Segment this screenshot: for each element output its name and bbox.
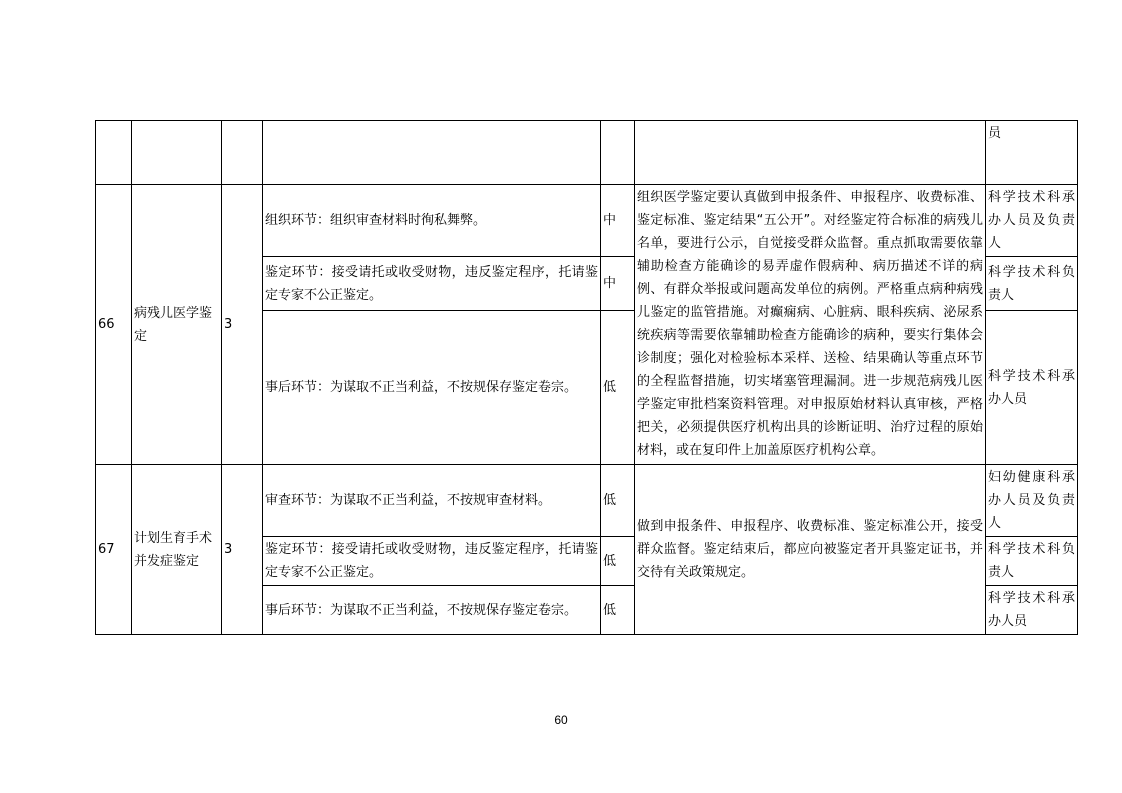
risk-point: 审查环节：为谋取不正当利益，不按规审查材料。 xyxy=(263,465,601,537)
responsible-cell: 科学技术科承办人员 xyxy=(986,586,1078,635)
risk-point: 鉴定环节：接受请托或收受财物，违反鉴定程序，托请鉴定专家不公正鉴定。 xyxy=(263,257,601,311)
risk-point: 鉴定环节：接受请托或收受财物，违反鉴定程序，托请鉴定专家不公正鉴定。 xyxy=(263,537,601,586)
risk-level: 中 xyxy=(601,257,635,311)
responsible-cell: 科学技术科负责人 xyxy=(986,537,1078,586)
item-name: 病残儿医学鉴定 xyxy=(132,185,222,465)
risk-level: 低 xyxy=(601,465,635,537)
item-number: 67 xyxy=(96,465,132,635)
table-row-continued xyxy=(96,121,1078,185)
table-row xyxy=(96,465,1078,537)
page-number: 60 xyxy=(554,713,568,727)
risk-level: 低 xyxy=(601,537,635,586)
risk-count: 3 xyxy=(222,465,263,635)
risk-level: 低 xyxy=(601,586,635,635)
cell-empty xyxy=(222,121,263,185)
risk-point: 事后环节：为谋取不正当利益，不按规保存鉴定卷宗。 xyxy=(263,311,601,465)
prevention-measures: 做到申报条件、申报程序、收费标准、鉴定标准公开，接受群众监督。鉴定结束后，都应向被鉴定者开具鉴定证书，并交待有关政策规定。 xyxy=(635,465,986,635)
risk-level: 低 xyxy=(601,311,635,465)
responsible-cell: 员 xyxy=(986,121,1078,185)
risk-point: 事后环节：为谋取不正当利益，不按规保存鉴定卷宗。 xyxy=(263,586,601,635)
risk-count: 3 xyxy=(222,185,263,465)
cell-empty xyxy=(263,121,601,185)
table-row xyxy=(96,185,1078,257)
cell-empty xyxy=(132,121,222,185)
responsible-cell: 科学技术科负责人 xyxy=(986,257,1078,311)
cell-empty xyxy=(635,121,986,185)
item-name: 计划生育手术并发症鉴定 xyxy=(132,465,222,635)
responsible-cell: 科学技术科承办人员 xyxy=(986,311,1078,465)
risk-point: 组织环节：组织审查材料时徇私舞弊。 xyxy=(263,185,601,257)
item-number: 66 xyxy=(96,185,132,465)
cell-empty xyxy=(96,121,132,185)
risk-level: 中 xyxy=(601,185,635,257)
risk-table xyxy=(95,120,1078,635)
responsible-cell: 妇幼健康科承办人员及负责人 xyxy=(986,465,1078,537)
responsible-cell: 科学技术科承办人员及负责人 xyxy=(986,185,1078,257)
cell-empty xyxy=(601,121,635,185)
prevention-measures: 组织医学鉴定要认真做到申报条件、申报程序、收费标准、鉴定标准、鉴定结果“五公开”。对经鉴定符合标准的病残儿名单，要进行公示，自觉接受群众监督。重点抓取需要依靠辅助检查方能确诊的易弄虚作假病种、病历描述不详的病例、有群众举报或问题高发单位的病例。严格重点病种病残儿鉴定的监管措施。对癫痫病、心脏病、眼科疾病、泌尿系统疾病等需要依靠辅助检查方能确诊的病种，要实行集体会诊制度；强化对检验标本采样、送检、结果确认等重点环节的全程监督措施，切实堵塞管理漏洞。进一步规范病残儿医学鉴定审批档案资料管理。对申报原始材料认真审核，严格把关，必须提供医疗机构出具的诊断证明、治疗过程的原始材料，或在复印件上加盖原医疗机构公章。 xyxy=(635,185,986,465)
